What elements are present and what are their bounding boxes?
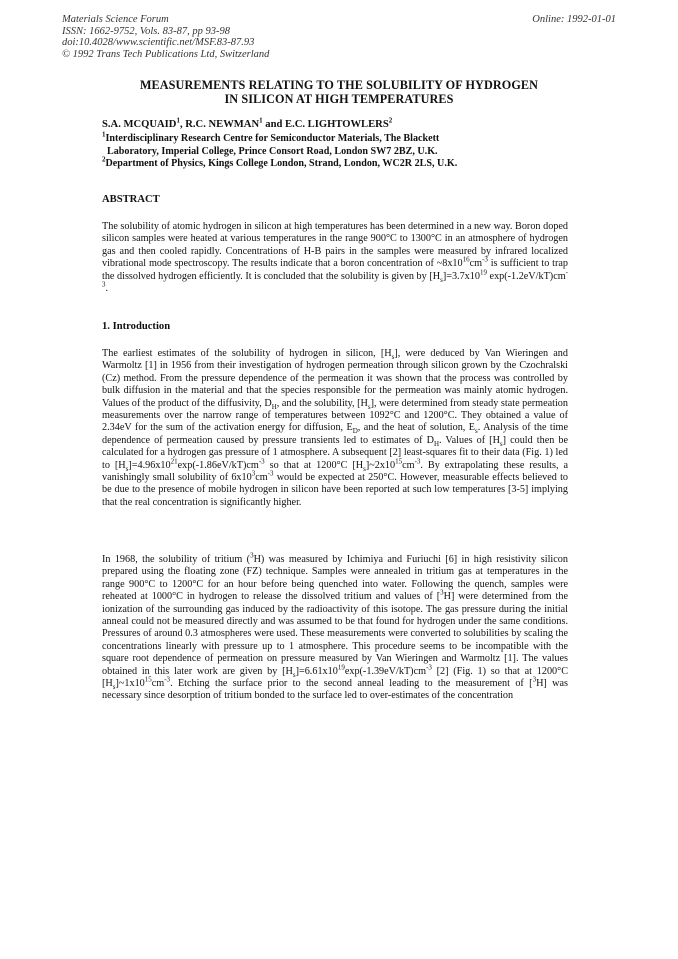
- title-line-1: MEASUREMENTS RELATING TO THE SOLUBILITY OF HYDROGEN: [139, 78, 539, 92]
- publication-info: [62, 14, 269, 60]
- abstract-heading: ABSTRACT: [102, 194, 160, 205]
- intro-paragraph-1: The earliest estimates of the solubility of hydrogen in silicon, $[H_s]$, were deduced by Van Wieringen and Warmoltz [1] in 1956 from their investigation of hydrogen permeation through silicon grown by the Czochralski (Cz) method. From the pressure dependence of the permeation it was shown that the process was controlled by bulk diffusion in the material and that the species responsible for the permeation was mainly atomic hydrogen. Values of the product of the diffusivity, $D_H$, and the solubility, $[H_s]$, were determined from steady state permeation measurements over the narrow range of temperatures between 1092°C and 1200°C. They obtained a value of 2.34eV for the sum of the activation energy for diffusion, $E_D$, and the heat of solution, $E_s$. Analysis of the time dependence of permeation caused by pressure transients led to estimates of $D_H$. Values of $[H_s]$ could then be calculated for a hydrogen gas pressure of 1 atmosphere. A subsequent [2] least-squares fit to their data (Fig. 1) led to $[H_s]=4.96x10^{21}\exp(-1.86eV/kT)cm^{-3}$ so that at 1200°C $[H_s]\sim 2x10^{15}cm^{-3}$. By extrapolating these results, a vanishingly small solubility of $6x10^3cm^{-3}$ would be expected at 250°C. However, measurable effects believed to be due to the presence of mobile hydrogen in silicon have been reported at such low temperatures [3-5] implying that the real concentration is significantly higher.: [102, 348, 568, 508]
- affiliation-2: $^2$Department of Physics, Kings College London, Strand, London, WC2R 2LS, U.K.: [102, 155, 458, 170]
- author-name: R.C. NEWMAN: [185, 119, 260, 130]
- issn-line: ISSN: 1662-9752, Vols. 83-87, pp 93-98: [62, 25, 230, 37]
- author-name: S.A. MCQUAID: [102, 119, 177, 130]
- doi-line: doi:10.4028/www.scientific.net/MSF.83-87.93: [62, 37, 255, 49]
- copyright-line: © 1992 Trans Tech Publications Ltd, Switzerland: [62, 48, 270, 60]
- affiliations: [102, 130, 458, 171]
- affiliation-1: $^1$Interdisciplinary Research Centre for Semiconductor Materials, The Blackett: [102, 130, 440, 144]
- affiliation-1-cont: Laboratory, Imperial College, Prince Consort Road, London SW7 2BZ, U.K.: [107, 145, 438, 157]
- author-name: E.C. LIGHTOWLERS: [285, 119, 389, 130]
- abstract-text: The solubility of atomic hydrogen in silicon at high temperatures has been determined in a new way. Boron doped silicon samples were heated at various temperatures in the range 900°C to 1300°C in an atmosphere of hydrogen gas and then cooled rapidly. Concentrations of H-B pairs in the samples were measured by infrared localized vibrational mode spectroscopy. The results indicate that a boron concentration of $\sim 8x10^{16}cm^{-3}$ is sufficient to trap the dissolved hydrogen efficiently. It is concluded that the solubility is given by $[H_s]=3.7x10^{19}$ $\exp(-1.2eV/kT)cm^{-3}$.: [102, 221, 568, 295]
- author-list: S.A. MCQUAID$^1$, R.C. NEWMAN$^1$ and E.C. LIGHTOWLERS$^2$: [102, 116, 393, 130]
- intro-paragraph-2: In 1968, the solubility of tritium ($^3$H) was measured by Ichimiya and Furiuchi [6] in high resistivity silicon prepared using the floating zone (FZ) technique. Samples were annealed in tritium gas at temperatures in the range 900°C to 1200°C for an hour before being quenched into water. Following the quench, samples were reheated at 1000°C in hydrogen to release the dissolved tritium and values of [$^3$H] were determined from the ionization of the surrounding gas induced by the radioactivity of this isotope. The gas pressure during the initial anneal could not be measured directly and was assumed to be that found for hydrogen under the same conditions. Pressures of around 0.3 atmospheres were used. These measurements were converted to solubilities by scaling the concentrations linearly with pressure up to 1 atmosphere. This procedure seems to be incompatible with the square root dependence of permeation on pressure measured by Van Wieringen and Warmoltz [1]. The values obtained in this later work are given by $[H_s]=6.61x10^{19}\exp(-1.39eV/kT)cm^{-3}$ [2] (Fig. 1) so that at 1200°C $[H_s]\sim 1x10^{15}cm^{-3}$. Etching the surface prior to the second anneal leading to the measurement of [$^3$H] was necessary since desorption of tritium bonded to the surface led to over-estimates of the concentration: [102, 551, 569, 702]
- paper-title: [60, 78, 618, 106]
- journal-name: Materials Science Forum: [62, 14, 169, 25]
- section-heading-introduction: 1. Introduction: [102, 321, 171, 332]
- title-line-2: IN SILICON AT HIGH TEMPERATURES: [224, 92, 454, 106]
- online-date: Online: 1992-01-01: [532, 14, 616, 25]
